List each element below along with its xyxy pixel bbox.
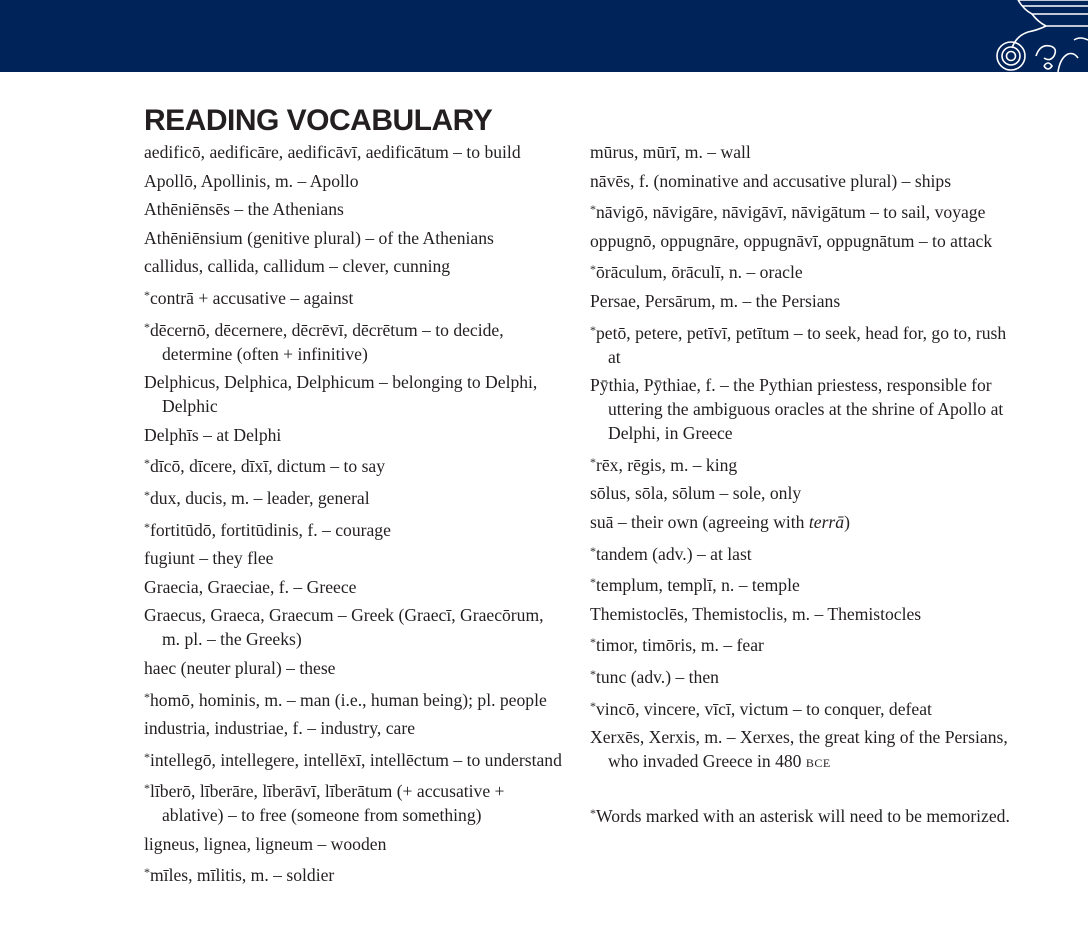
vocab-entry [144,370,564,418]
entry-text: Delphīs – at Delphi [144,424,282,445]
vocab-entry [590,570,1010,597]
entry-text: nāvigō, nāvigāre, nāvigāvī, nāvigātum – to sail, voyage [596,202,986,223]
vocab-entry [590,169,1010,193]
vocab-entry [144,575,564,599]
entry-text: haec (neuter plural) – these [144,657,336,678]
entry-text: tunc (adv.) – then [596,666,719,687]
entry-text: templum, templī, n. – temple [596,575,800,596]
vocab-entry [590,373,1010,445]
entry-text: Graecia, Graeciae, f. – Greece [144,576,357,597]
entry-text: dux, ducis, m. – leader, general [150,487,370,508]
vocab-entry [590,229,1010,253]
asterisk-marker: * [144,319,150,334]
vocab-entry [144,603,564,651]
entry-text: Graecus, Graeca, Graecum – Greek (Graecī, Graecōrum, m. pl. – the Greeks) [144,605,544,650]
asterisk-marker: * [590,543,596,558]
ionic-capital-icon [988,0,1088,72]
footnote [590,801,1010,828]
asterisk-marker: * [590,454,596,469]
asterisk-marker: * [590,202,596,217]
vocab-column-right [590,140,1010,833]
vocab-entry [590,197,1010,224]
vocab-entry [144,776,564,827]
vocab-entry [590,450,1010,477]
vocab-entry [590,510,1010,534]
vocab-entry [144,656,564,680]
entry-text: mūrus, mūrī, m. – wall [590,142,751,162]
entry-text: industria, industriae, f. – industry, care [144,718,416,739]
entry-text: oppugnō, oppugnāre, oppugnāvī, oppugnātum – to attack [590,230,993,251]
entry-text: homō, hominis, m. – man (i.e., human being); pl. people [150,689,547,710]
entry-text: nāvēs, f. (nominative and accusative plural) – ships [590,170,952,191]
entry-text: sōlus, sōla, sōlum – sole, only [590,483,802,504]
vocab-entry [590,539,1010,566]
entry-text: mīles, mīlitis, m. – soldier [150,865,335,886]
asterisk-marker: * [144,287,150,302]
vocab-entry [144,451,564,478]
vocab-column-left [144,140,564,892]
header-band [0,0,1088,72]
vocab-entry [590,318,1010,369]
entry-text: ōrāculum, ōrāculī, n. – oracle [596,262,803,283]
asterisk-marker: * [590,575,596,590]
entry-text: līberō, līberāre, līberāvī, līberātum (+ accusative + ablative) – to free (someone from something) [150,781,505,826]
vocab-entry [590,662,1010,689]
vocab-entry [590,481,1010,505]
vocab-entry [144,860,564,887]
entry-text: ligneus, lignea, ligneum – wooden [144,833,387,854]
asterisk-marker: * [590,635,596,650]
asterisk-marker: * [144,519,150,534]
asterisk-marker: * [590,698,596,713]
vocab-entry [144,283,564,310]
entry-text: contrā + accusative – against [150,287,354,308]
asterisk-marker: * [144,865,150,880]
vocab-entry [144,515,564,542]
asterisk-marker: * [144,781,150,796]
asterisk-marker: * [590,322,596,337]
vocab-entry [144,315,564,366]
vocab-entry [590,257,1010,284]
asterisk-marker: * [144,456,150,471]
asterisk-marker: * [590,806,596,821]
vocab-entry [590,694,1010,721]
vocab-entry [144,254,564,278]
vocab-entry [144,685,564,712]
vocab-entry [590,725,1010,773]
vocab-entry [144,483,564,510]
vocab-entry [590,289,1010,313]
vocab-entry [144,716,564,740]
vocab-entry [144,745,564,772]
entry-text-after: ) [844,511,850,532]
entry-text: callidus, callida, callidum – clever, cunning [144,256,451,277]
entry-text: dēcernō, dēcernere, dēcrēvī, dēcrētum – to decide, determine (often + infinitive) [150,319,504,364]
vocab-entry [144,546,564,570]
entry-text: Persae, Persārum, m. – the Persians [590,290,841,311]
entry-text: vincō, vincere, vīcī, victum – to conquer, defeat [596,698,932,719]
entry-text: fugiunt – they flee [144,548,274,569]
vocab-entry [590,630,1010,657]
entry-text: Pȳthia, Pȳthiae, f. – the Pythian priestess, responsible for uttering the ambiguous oracles at the shrine of Apollo at Delphi, in Greece [590,375,1004,444]
vocab-entry [144,226,564,250]
vocab-entry [144,140,564,164]
asterisk-marker: * [144,689,150,704]
page-title: READING VOCABULARY [144,104,493,137]
entry-italic-text: terrā [808,511,845,532]
entry-text: Athēniēnsium (genitive plural) – of the Athenians [144,227,494,248]
entry-text: intellegō, intellegere, intellēxī, intellēctum – to understand [150,749,562,770]
entry-text: petō, petere, petīvī, petītum – to seek, head for, go to, rush at [596,322,1007,367]
vocab-entry [144,197,564,221]
entry-text: rēx, rēgis, m. – king [596,454,738,475]
vocab-entry [590,140,1010,164]
vocab-entry [590,602,1010,626]
asterisk-marker: * [144,487,150,502]
vocab-entry [144,169,564,193]
entry-text: Xerxēs, Xerxis, m. – Xerxes, the great king of the Persians, who invaded Greece in 480 [590,727,1008,772]
entry-text: Delphicus, Delphica, Delphicum – belonging to Delphi, Delphic [144,372,538,417]
entry-text: Themistoclēs, Themistoclis, m. – Themistocles [590,603,922,624]
asterisk-marker: * [590,666,596,681]
entry-text: Apollō, Apollinis, m. – Apollo [144,170,359,191]
entry-text: aedificō, aedificāre, aedificāvī, aedificātum – to build [144,142,521,162]
entry-smallcaps-text: bce [805,751,831,772]
entry-text: tandem (adv.) – at last [596,543,752,564]
entry-text: dīcō, dīcere, dīxī, dictum – to say [150,456,386,477]
vocab-entry [144,832,564,856]
asterisk-marker: * [590,262,596,277]
asterisk-marker: * [144,749,150,764]
entry-text: suā – their own (agreeing with [590,511,809,532]
entry-text: fortitūdō, fortitūdinis, f. – courage [150,519,391,540]
entry-text: timor, timōris, m. – fear [596,635,764,656]
entry-text: Athēniēnsēs – the Athenians [144,199,344,220]
vocab-entry [144,423,564,447]
entry-text: Words marked with an asterisk will need to be memorized. [596,806,1010,827]
